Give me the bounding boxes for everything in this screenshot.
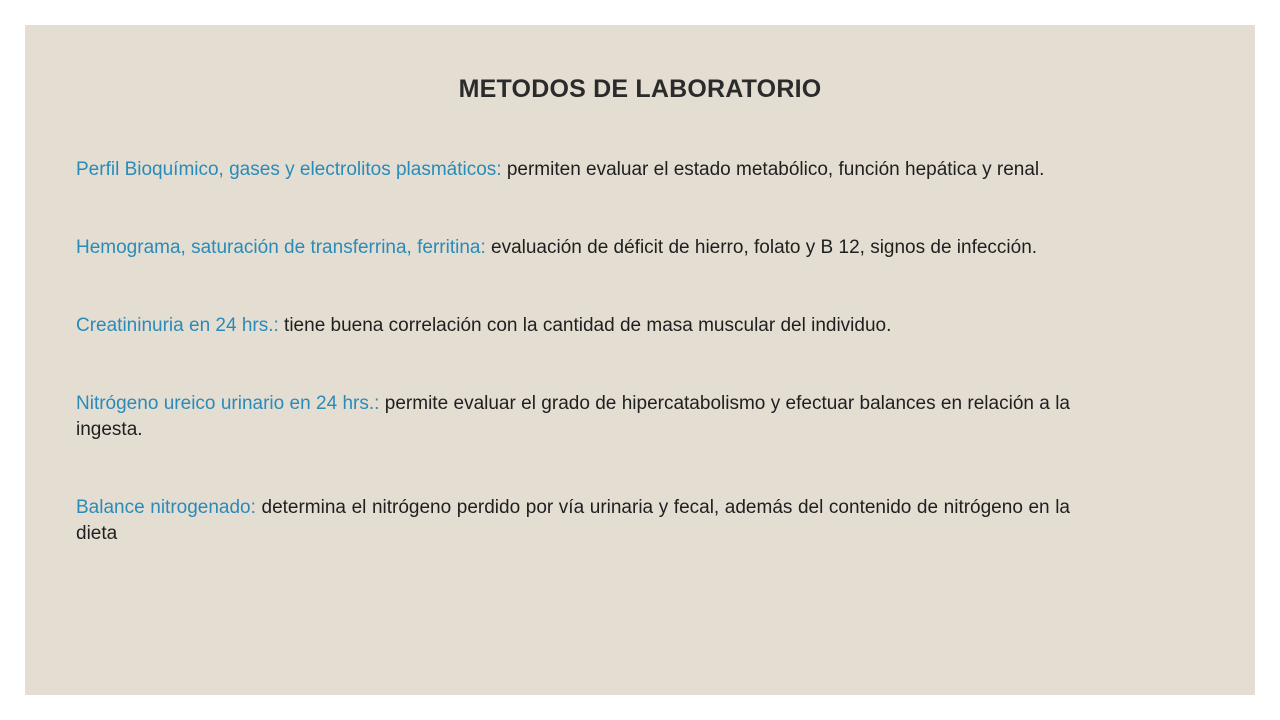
item-description: tiene buena correlación con la cantidad de masa muscular del individuo. <box>278 315 892 336</box>
list-item-creatininuria <box>76 313 1070 339</box>
item-description: permiten evaluar el estado metabólico, función hepática y renal. <box>501 159 1045 180</box>
list-item-hemograma <box>76 235 1070 261</box>
item-description: evaluación de déficit de hierro, folato y B 12, signos de infección. <box>485 237 1038 258</box>
slide <box>25 25 1255 695</box>
item-description: permite evaluar el grado de hipercatabolismo y efectuar balances en relación a la ingesta. <box>76 393 1070 440</box>
item-term: Hemograma, saturación de transferrina, ferritina: <box>76 237 486 258</box>
item-list <box>76 157 1070 599</box>
slide-title: METODOS DE LABORATORIO <box>458 75 822 103</box>
list-item-balance-nitrogenado <box>76 495 1070 547</box>
item-term: Perfil Bioquímico, gases y electrolitos plasmáticos: <box>76 159 502 180</box>
item-term: Balance nitrogenado: <box>76 497 256 518</box>
item-term: Creatininuria en 24 hrs.: <box>76 315 279 336</box>
list-item-nitrogeno-ureico <box>76 391 1070 443</box>
item-term: Nitrógeno ureico urinario en 24 hrs.: <box>76 393 380 414</box>
list-item-perfil-bioquimico <box>76 157 1070 183</box>
item-description: determina el nitrógeno perdido por vía urinaria y fecal, además del contenido de nitrógeno en la dieta <box>76 497 1070 544</box>
